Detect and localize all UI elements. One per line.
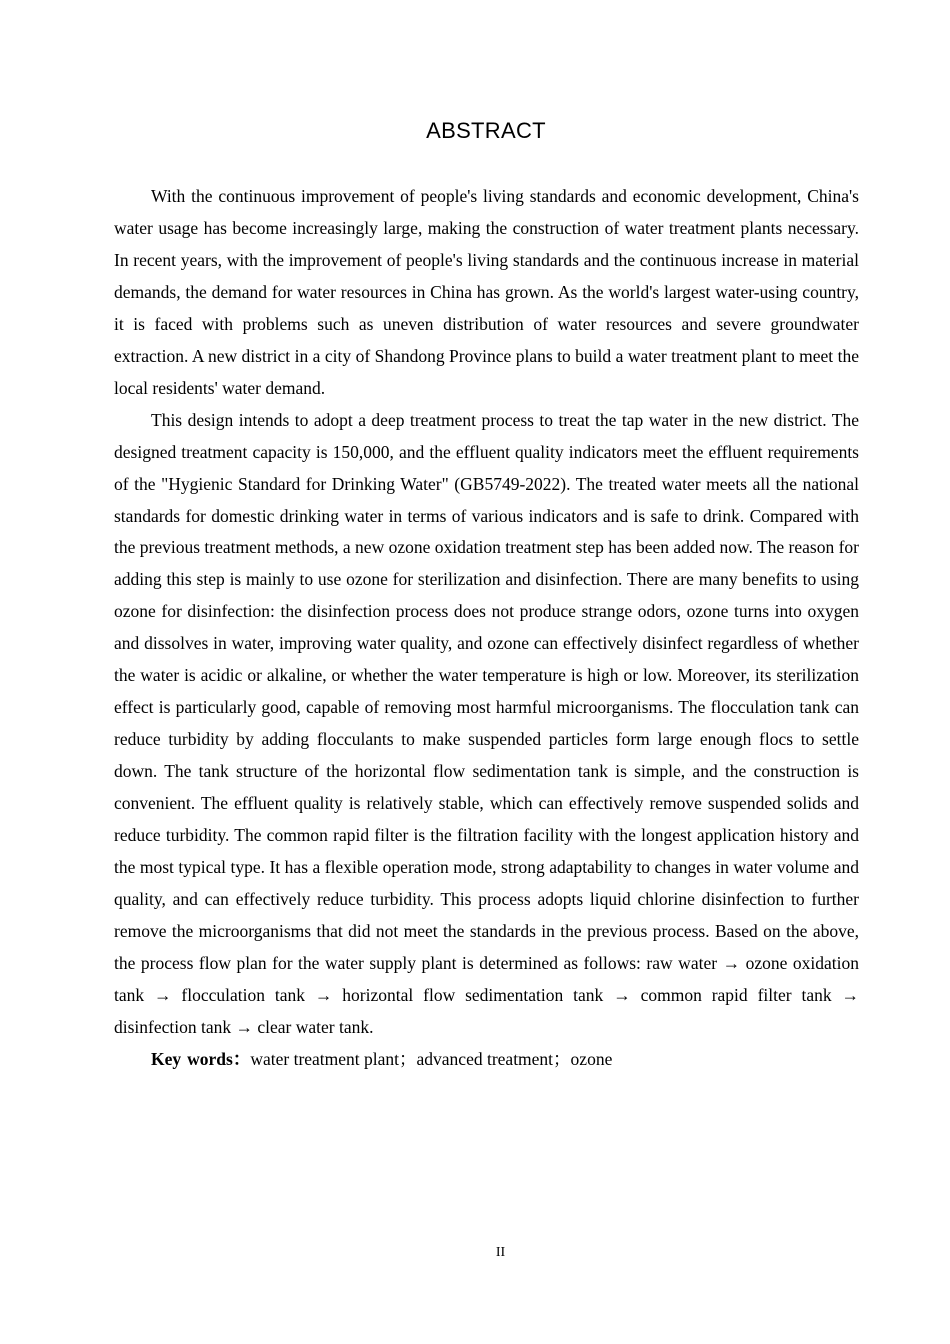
keywords-label-words: words：	[187, 1048, 251, 1069]
abstract-paragraph: With the continuous improvement of people's living standards and economic development, China's water usage has become increasingly large, making the construction of water treatment plants necessary. In recent years, with the improvement of people's living standards and the continuous increase in material demands, the demand for water resources in China has grown. As the world's largest water-using country, it is faced with problems such as uneven distribution of water resources and severe groundwater extraction. A new district in a city of Shandong Province plans to build a water treatment plant to meet the local residents' water demand.	[114, 186, 859, 398]
page-number: II	[495, 1245, 506, 1260]
keywords-label	[151, 1049, 250, 1069]
abstract-title: ABSTRACT	[426, 118, 546, 143]
keywords-terms: water treatment plant；advanced treatment；ozone	[250, 1048, 613, 1069]
abstract-paragraph: This design intends to adopt a deep treatment process to treat the tap water in the new district. The designed treatment capacity is 150,000, and the effluent quality indicators meet the effluent requirements of the "Hygienic Standard for Drinking Water" (GB5749-2022). The treated water meets all the national standards for domestic drinking water in terms of various indicators and is safe to drink. Compared with the previous treatment methods, a new ozone oxidation treatment step has been added now. The reason for adding this step is mainly to use ozone for sterilization and disinfection. There are many benefits to using ozone for disinfection: the disinfection process does not produce strange odors, ozone turns into oxygen and dissolves in water, improving water quality, and ozone can effectively disinfect regardless of whether the water is acidic or alkaline, or whether the water temperature is high or low. Moreover, its sterilization effect is particularly good, capable of removing most harmful microorganisms. The flocculation tank can reduce turbidity by adding flocculants to make suspended particles form large enough flocs to settle down. The tank structure of the horizontal flow sedimentation tank is simple, and the construction is convenient. The effluent quality is relatively stable, which can effectively remove suspended solids and reduce turbidity. The common rapid filter is the filtration facility with the longest application history and the most typical type. It has a flexible operation mode, strong adaptability to changes in water volume and quality, and can effectively reduce turbidity. This process adopts liquid chlorine disinfection to further remove the microorganisms that did not meet the standards in the previous process. Based on the above, the process flow plan for the water supply plant is determined as follows: raw water → ozone oxidation tank → flocculation tank → horizontal flow sedimentation tank → common rapid filter tank → disinfection tank → clear water tank.	[114, 409, 859, 1037]
keywords-line	[114, 1044, 859, 1076]
keywords-label-key: Key	[151, 1048, 182, 1069]
abstract-body	[114, 181, 859, 1076]
